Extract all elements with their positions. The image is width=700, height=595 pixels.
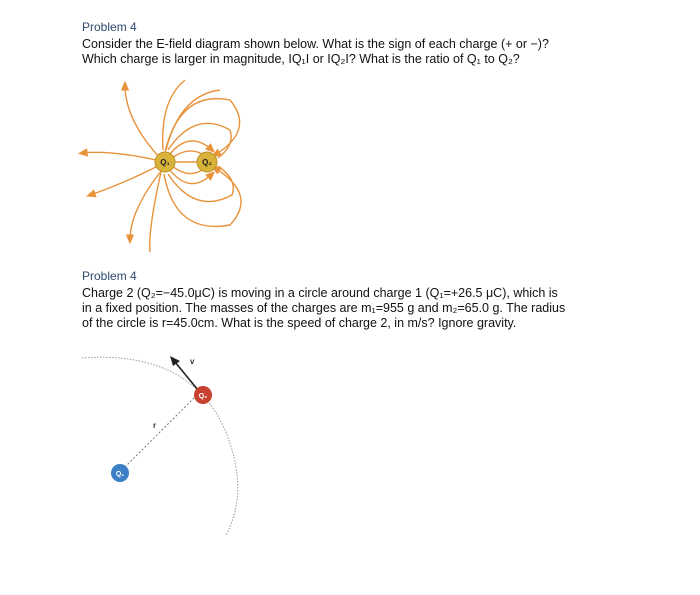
problem1-line-2: Which charge is larger in magnitude, IQ₁I or IQ₂I? What is the ratio of Q₁ to Q₂? [82,52,520,66]
charge-q1-fixed [111,464,129,482]
orbit-q2-label: Q₂ [198,393,208,400]
radius-label: r [153,421,157,430]
problem1-heading: Problem 4 [82,20,137,34]
problem1-line-1: Consider the E-field diagram shown below. What is the sign of each charge (+ or −)? [82,37,549,51]
problem2-line-2: in a fixed position. The masses of the charges are m₁=955 g and m₂=65.0 g. The radius [82,301,566,315]
orbit-circle [82,357,238,535]
q2-label: Q₂ [202,158,212,167]
problem2-line-3: of the circle is r=45.0cm. What is the speed of charge 2, in m/s? Ignore gravity. [82,316,517,330]
q1-label: Q₁ [160,158,170,167]
charge-q2-orbiting [194,386,212,404]
velocity-label: v [190,357,195,366]
problem2-line-1: Charge 2 (Q₂=−45.0μC) is moving in a circle around charge 1 (Q₁=+26.5 μC), which is [82,286,558,300]
problem2-heading: Problem 4 [82,269,137,283]
orbit-q1-label: Q₁ [115,471,125,478]
radius-line [122,392,200,470]
